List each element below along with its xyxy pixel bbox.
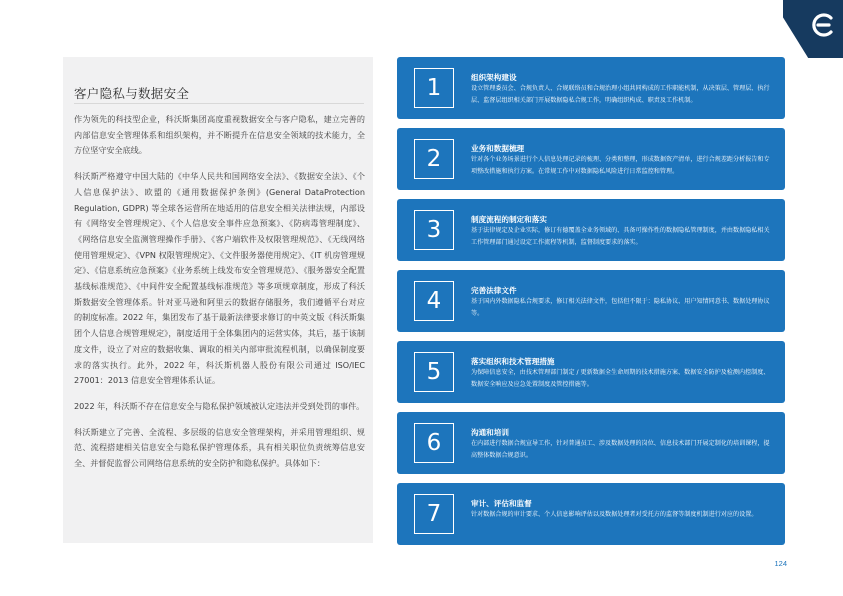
- step-text: [471, 144, 771, 178]
- measure-card: [397, 199, 785, 261]
- privacy-panel: [63, 57, 373, 543]
- step-number: 1: [414, 68, 454, 108]
- step-text: [471, 215, 771, 249]
- step-description: 针对数据合规的审计要求、个人信息影响评估以及数据处理者对受托方的监督等制度机制进行对应的设置。: [471, 511, 758, 518]
- step-description: 为保障信息安全，由技术管理部门制定 / 更新数据全生命周期的技术措施方案、数据安全防护及检测内控制度、数据安全响应及应急处置制度及管控措施等。: [471, 369, 770, 388]
- corner-logo: [783, 0, 843, 58]
- section-title: 客户隐私与数据安全: [74, 86, 190, 101]
- step-number: 5: [414, 352, 454, 392]
- measure-card: [397, 57, 785, 119]
- paragraph-no-penalty: 2022 年，科沃斯不存在信息安全与隐私保护领域被认定违法并受到处罚的事件。: [74, 400, 365, 411]
- step-text: [471, 286, 771, 320]
- title-divider: [74, 103, 364, 104]
- step-title: 组织架构建设: [471, 73, 517, 82]
- step-description: 基于国内外数据隐私合规要求，修订相关法律文件，包括但不限于：隐私协议、用户知情同意书、数据处理协议等。: [471, 298, 770, 317]
- step-description: 针对各个业务场景进行个人信息处理记录的梳理、分类和整理，形成数据资产清单，进行合规差距分析报告和专项整改措施和执行方案。在常规工作中对数据隐私风险进行日常监控和管理。: [471, 156, 770, 175]
- step-number: 6: [414, 423, 454, 463]
- step-text: [471, 357, 771, 391]
- step-title: 沟通和培训: [471, 428, 509, 437]
- paragraph-regulations: 科沃斯严格遵守中国大陆的《中华人民共和国网络安全法》、《数据安全法》、《个人信息保护法》、欧盟的《通用数据保护条例》(General DataProtection Regulation, GDPR) 等全球各运营所在地适用的信息安全相关法律法规，内部设有《网络安全管理规定》、《个人信息安全事件应急预案》、《防病毒管理制度》、《网络信息安全监测管理操作手册》、《客户端软件及权限管理规范》、《无线网络使用管理规定》、《VPN 权限管理规定》、《文件服务器使用规定》、《IT 机房管理规定》、《信息系统应急预案》《业务系统上线发布安全管理规范》、《服务器安全配置基线标准规范》、《中间件安全配置基线标准规范》等多项规章制度，形成了科沃斯数据安全管理体系。针对亚马逊和阿里云的数据存储服务，我们遵循平台对应的制度标准。2022 年，集团发布了基于最新法律要求修订的中英文版《科沃斯集团个人信息合规管理规定》，制度适用于全体集团内的运营实体，其后，基于该制度文件，设立了对应的数据收集、调取的相关内部审批流程机制，以确保制度要求的落实执行。此外，2022 年，科沃斯机器人股份有限公司通过 ISO/IEC 27001：2013 信息安全管理体系认证。: [74, 171, 365, 386]
- step-number: 3: [414, 210, 454, 250]
- step-title: 完善法律文件: [471, 286, 517, 295]
- company-c-logo-icon: [809, 10, 835, 40]
- step-number: 7: [414, 494, 454, 534]
- measure-card: [397, 341, 785, 403]
- paragraph-framework: 科沃斯建立了完善、全流程、多层级的信息安全管理架构，并采用管理组织、规范、流程搭建相关信息安全与隐私保护管理体系，具有相关职位负责统筹信息安全、并督促监督公司网络信息系统的安全防护和隐私保护。具体如下：: [74, 426, 365, 469]
- step-description: 设立管理委员会、合规负责人、合规联络员和合规治理小组共同构成的工作职能机制，从决策层、管理层、执行层、监督层组织相关部门开展数据隐私合规工作，明确组织构成、职责及工作机制。: [471, 85, 770, 104]
- page-number: 124: [774, 559, 787, 568]
- step-title: 落实组织和技术管理措施: [471, 357, 555, 366]
- step-text: [471, 499, 771, 521]
- measure-card: [397, 270, 785, 332]
- step-text: [471, 73, 771, 107]
- measure-card: [397, 483, 785, 545]
- step-title: 制度流程的制定和落实: [471, 215, 547, 224]
- paragraph-intro: 作为领先的科技型企业，科沃斯集团高度重视数据安全与客户隐私，建立完善的内部信息安全管理体系和组织架构，并不断提升在信息安全领域的技术能力，全方位坚守安全底线。: [74, 114, 365, 156]
- step-number: 4: [414, 281, 454, 321]
- step-title: 审计、评估和监督: [471, 499, 532, 508]
- step-number: 2: [414, 139, 454, 179]
- step-description: 在内部进行数据合规宣导工作，针对普通员工、涉及数据处理的岗位、信息技术部门开展定制化的培训课程，提高整体数据合规意识。: [471, 440, 770, 459]
- step-description: 基于法律规定及企业实际，修订有德覆盖全业务领域的、具备可操作性的数据隐私管理制度，并由数据隐私相关工作管理部门通过设定工作流程等机制，监督制度要求的落实。: [471, 227, 770, 246]
- measure-card: [397, 128, 785, 190]
- step-text: [471, 428, 771, 462]
- body-text: [74, 112, 365, 482]
- step-title: 业务和数据梳理: [471, 144, 525, 153]
- measure-card: [397, 412, 785, 474]
